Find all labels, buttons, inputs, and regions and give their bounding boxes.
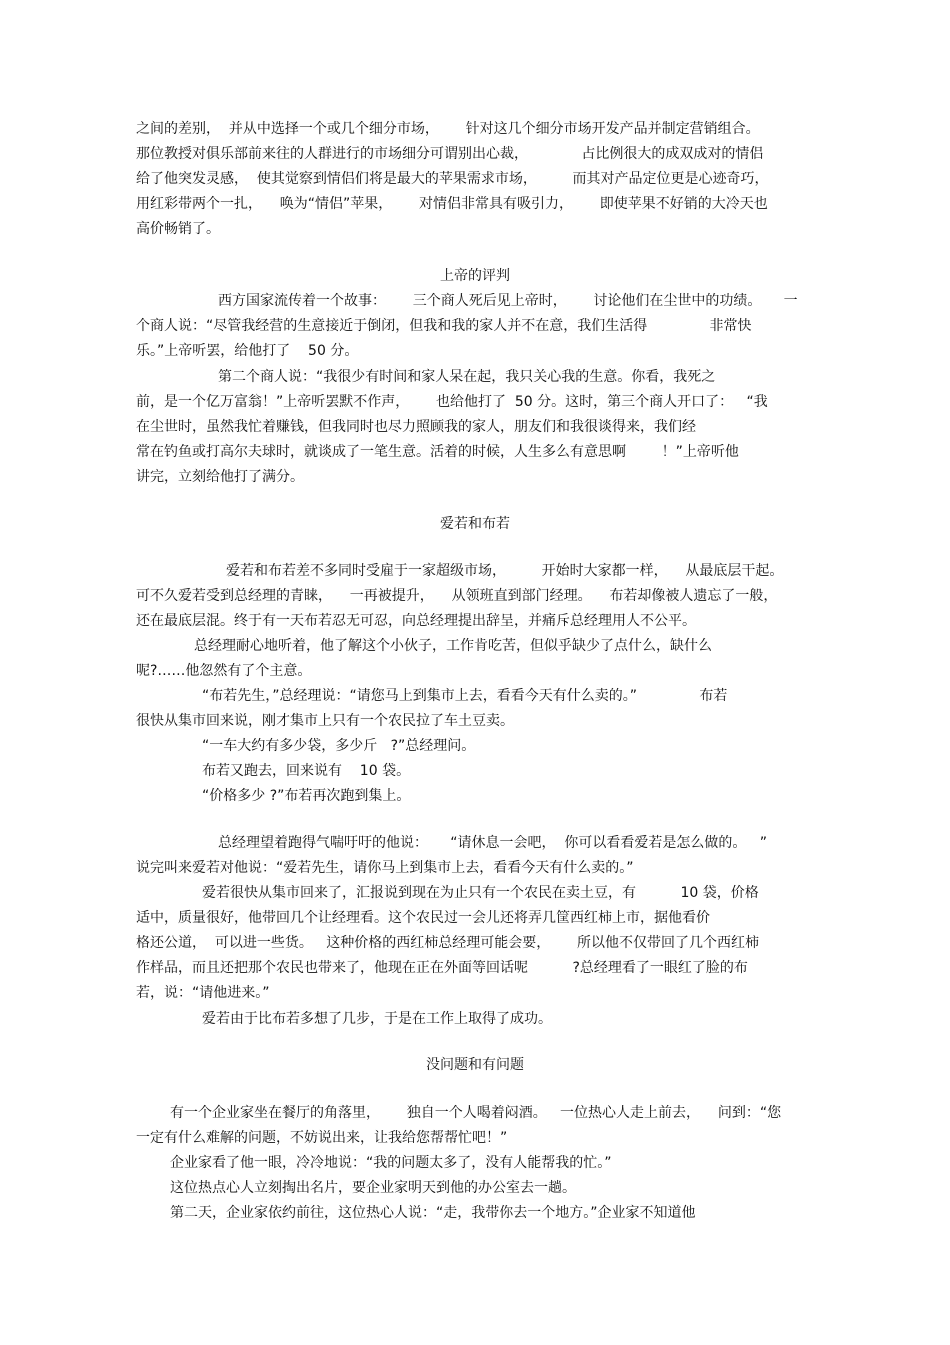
text-line: 给了他突发灵感， 使其觉察到情侣们将是最大的苹果需求市场， 而其对产品定位更是心迹奇巧， bbox=[136, 171, 769, 187]
text-line: 一定有什么难解的问题，不妨说出来，让我给您帮帮忙吧！” bbox=[136, 1130, 508, 1146]
text-line: 乐。”上帝听罢，给他打了 50 分。 bbox=[136, 343, 359, 359]
text-line: 这位热点心人立刻掏出名片，要企业家明天到他的办公室去一趟。 bbox=[170, 1180, 576, 1196]
text-line: “布若先生，”总经理说：“请您马上到集市上去，看看今天有什么卖的。” 布若 bbox=[202, 688, 728, 704]
text-line: 个商人说：“尽管我经营的生意接近于倒闭，但我和我的家人并不在意，我们生活得 非常快 bbox=[136, 318, 752, 334]
section-heading: 爱若和布若 bbox=[440, 516, 510, 532]
text-line: 那位教授对俱乐部前来往的人群进行的市场细分可谓别出心裁， 占比例很大的成双成对的情侣 bbox=[136, 146, 764, 162]
text-line: 高价畅销了。 bbox=[136, 221, 220, 237]
text-line: 前，是一个亿万富翁！”上帝听罢默不作声， 也给他打了 50 分。这时，第三个商人开口了： “我 bbox=[136, 394, 768, 410]
text-line: 总经理望着跑得气喘吁吁的他说： “请休息一会吧， 你可以看看爱若是怎么做的。 ” bbox=[218, 835, 768, 851]
text-line: “价格多少 ?”布若再次跑到集上。 bbox=[202, 788, 411, 804]
text-line: 第二个商人说：“我很少有时间和家人呆在起，我只关心我的生意。你看，我死之 bbox=[218, 369, 716, 385]
text-line: 讲完，立刻给他打了满分。 bbox=[136, 469, 304, 485]
text-line: 有一个企业家坐在餐厅的角落里， 独自一个人喝着闷酒。 一位热心人走上前去， 问到：“您 bbox=[170, 1105, 782, 1121]
text-line: 爱若和布若差不多同时受雇于一家超级市场， 开始时大家都一样， 从最底层干起。 bbox=[226, 563, 784, 579]
text-line: 布若又跑去，回来说有 10 袋。 bbox=[202, 763, 411, 779]
text-line: 还在最底层混。终于有一天布若忍无可忍，向总经理提出辞呈，并痛斥总经理用人不公平。 bbox=[136, 613, 696, 629]
text-line: 很快从集市回来说，刚才集市上只有一个农民拉了车土豆卖。 bbox=[136, 713, 514, 729]
text-line: 呢?……他忽然有了个主意。 bbox=[136, 663, 312, 679]
text-line: 之间的差别， 并从中选择一个或几个细分市场， 针对这几个细分市场开发产品并制定营销组合。 bbox=[136, 121, 760, 137]
section-heading: 没问题和有问题 bbox=[426, 1057, 524, 1073]
section-heading: 上帝的评判 bbox=[440, 268, 510, 284]
text-line: 可不久爱若受到总经理的青睐， 一再被提升， 从领班直到部门经理。 布若却像被人遗忘了一般， bbox=[136, 588, 778, 604]
text-line: 格还公道， 可以进一些货。 这种价格的西红柿总经理可能会要， 所以他不仅带回了几个西红柿 bbox=[136, 935, 759, 951]
text-line: 说完叫来爱若对他说：“爱若先生，请你马上到集市上去，看看今天有什么卖的。” bbox=[136, 860, 634, 876]
text-line: 在尘世时，虽然我忙着赚钱，但我同时也尽力照顾我的家人，朋友们和我很谈得来，我们经 bbox=[136, 419, 696, 435]
text-line: 适中，质量很好，他带回几个让经理看。这个农民过一会儿还将弄几筐西红柿上市，据他看价 bbox=[136, 910, 710, 926]
text-line: 用红彩带两个一扎， 唤为“情侣”苹果， 对情侣非常具有吸引力， 即使苹果不好销的大冷天也 bbox=[136, 196, 768, 212]
text-line: 作样品，而且还把那个农民也带来了，他现在正在外面等回话呢 ?总经理看了一眼红了脸的布 bbox=[136, 960, 748, 976]
text-line: 爱若很快从集市回来了，汇报说到现在为止只有一个农民在卖土豆，有 10 袋，价格 bbox=[202, 885, 759, 901]
text-line: 企业家看了他一眼，冷冷地说：“我的问题太多了，没有人能帮我的忙。” bbox=[170, 1155, 612, 1171]
text-line: 第二天，企业家依约前往，这位热心人说：“走，我带你去一个地方。”企业家不知道他 bbox=[170, 1205, 696, 1221]
text-line: 若，说：“请他进来。” bbox=[136, 985, 270, 1001]
text-line: “一车大约有多少袋，多少斤 ?”总经理问。 bbox=[202, 738, 476, 754]
text-line: 爱若由于比布若多想了几步，于是在工作上取得了成功。 bbox=[202, 1011, 552, 1027]
text-line: 西方国家流传着一个故事： 三个商人死后见上帝时， 讨论他们在尘世中的功绩。 一 bbox=[218, 293, 798, 309]
text-line: 常在钓鱼或打高尔夫球时，就谈成了一笔生意。活着的时候，人生多么有意思啊 ！”上帝听他 bbox=[136, 444, 739, 460]
text-line: 总经理耐心地听着，他了解这个小伙子，工作肯吃苦，但似乎缺少了点什么，缺什么 bbox=[194, 638, 712, 654]
